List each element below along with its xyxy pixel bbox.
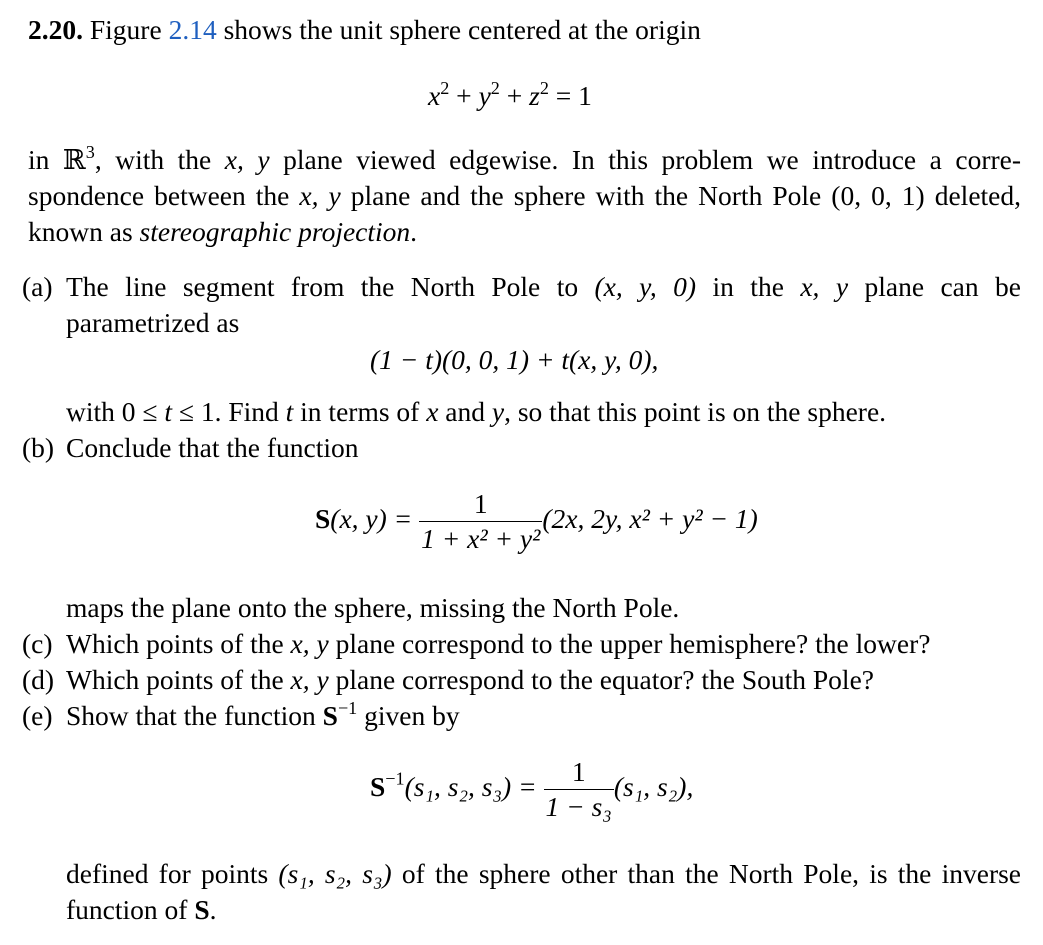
p1-line2-pre: spondence between the	[28, 180, 290, 211]
intro-paragraph-line-3	[28, 214, 417, 250]
a-line1-pre: The line segment from the North Pole to	[66, 271, 579, 302]
problem-number: 2.20.	[28, 14, 83, 45]
e-post: given by	[364, 700, 460, 731]
eq-z: z	[529, 80, 540, 111]
intro-paragraph-line-2	[28, 178, 1021, 214]
e-formula-inv: −1	[385, 768, 405, 789]
e-fraction	[544, 755, 614, 824]
intro-rest: shows the unit sphere centered at the origin	[223, 14, 701, 45]
figure-link[interactable]: 2.14	[168, 14, 217, 45]
e-final-period: .	[209, 894, 217, 925]
p1-xy-2: x, y	[299, 180, 341, 211]
a-line1-end: plane can be	[864, 271, 1021, 302]
p1-xy: x, y	[224, 144, 270, 175]
b-vector: (2x, 2y, x² + y² − 1)	[542, 502, 758, 534]
a-in-terms-of: in terms of	[300, 396, 420, 427]
term-stereographic: stereographic projection	[139, 216, 411, 247]
e-pre: Show that the function	[66, 700, 316, 731]
a-xy: x, y	[800, 271, 849, 302]
a-point: (x, y, 0)	[594, 271, 697, 302]
a-t-1: t	[164, 396, 172, 427]
p1-line2-post: plane and the sphere with the North Pole (0, 0, 1) deleted,	[350, 180, 1021, 211]
c-pre: Which points of the	[66, 628, 284, 659]
eq-exp-x: 2	[440, 77, 450, 98]
b-fraction	[419, 487, 542, 556]
problem-heading	[28, 12, 701, 48]
part-a-condition	[66, 394, 886, 430]
p1-in: in	[28, 144, 50, 175]
p1-with-the: , with the	[94, 144, 212, 175]
a-cond-pre: with 0 ≤	[66, 396, 158, 427]
eq-exp-z: 2	[539, 77, 549, 98]
p1-known-as: known as	[28, 216, 133, 247]
part-e-formula	[370, 755, 693, 824]
e-after-point: (s₁, s₂, s₃)	[278, 858, 392, 889]
part-c-text	[66, 626, 930, 662]
e-frac-den: 1 − s₃	[545, 791, 612, 822]
a-find: ≤ 1. Find	[178, 396, 279, 427]
part-b-after: maps the plane onto the sphere, missing the North Pole.	[66, 592, 680, 623]
e-function-of: function of	[66, 894, 188, 925]
part-e-after-line-1	[66, 856, 1021, 892]
b-func-S: S	[315, 502, 331, 534]
d-post: plane correspond to the equator? the South Pole?	[335, 664, 874, 695]
eq-equals: =	[555, 80, 572, 111]
part-a-label: (a)	[22, 271, 53, 302]
c-xy: x, y	[290, 628, 329, 659]
e-inverse-exp: −1	[337, 697, 358, 718]
e-vector: (s₁, s₂),	[613, 770, 694, 802]
e-func-S: S	[322, 700, 338, 731]
b-frac-num: 1	[473, 488, 488, 519]
part-e-label: (e)	[22, 700, 53, 731]
part-a-line-1	[66, 269, 1021, 305]
part-b-text: Conclude that the function	[66, 432, 359, 463]
d-pre: Which points of the	[66, 664, 284, 695]
b-args: (x, y) =	[330, 502, 413, 534]
part-e-after-line-2	[66, 892, 216, 928]
e-after-post: of the sphere other than the North Pole, is the inverse	[401, 858, 1022, 889]
part-a-line-2: parametrized as	[66, 307, 240, 338]
p1-period: .	[410, 216, 418, 247]
a-y: y	[491, 396, 505, 427]
eq-rhs: 1	[578, 80, 592, 111]
e-frac-num: 1	[571, 756, 586, 787]
eq-plus-2: +	[506, 80, 523, 111]
part-d-label: (d)	[22, 664, 55, 695]
a-and: and	[445, 396, 486, 427]
eq-exp-y: 2	[490, 77, 500, 98]
p1-line1-end: plane viewed edgewise. In this problem we introduce a corre-	[283, 144, 1022, 175]
a-cond-end: , so that this point is on the sphere.	[504, 396, 887, 427]
intro-paragraph-line-1	[28, 142, 1021, 178]
r3-symbol: ℝ	[62, 144, 86, 176]
a-t-2: t	[285, 396, 294, 427]
part-e-text	[66, 698, 460, 734]
e-formula-S: S	[370, 770, 386, 802]
part-b-formula	[315, 487, 758, 556]
intro-word: Figure	[89, 14, 162, 45]
e-lhs-args: (s₁, s₂, s₃) =	[404, 770, 537, 802]
c-post: plane correspond to the upper hemisphere? the lower?	[335, 628, 931, 659]
e-after-pre: defined for points	[66, 858, 269, 889]
sphere-equation	[428, 78, 592, 114]
part-c-label: (c)	[22, 628, 53, 659]
r3-exponent: 3	[85, 141, 95, 162]
part-b-label: (b)	[22, 432, 55, 463]
part-d-text	[66, 662, 874, 698]
eq-plus-1: +	[456, 80, 472, 111]
b-frac-den: 1 + x² + y²	[421, 523, 541, 554]
e-after-S: S	[194, 894, 210, 925]
part-a-parametrization: (1 − t)(0, 0, 1) + t(x, y, 0),	[370, 344, 659, 375]
eq-y: y	[478, 80, 491, 111]
a-in-the: in the	[712, 271, 784, 302]
eq-x: x	[428, 80, 441, 111]
a-x: x	[426, 396, 439, 427]
d-xy: x, y	[290, 664, 329, 695]
